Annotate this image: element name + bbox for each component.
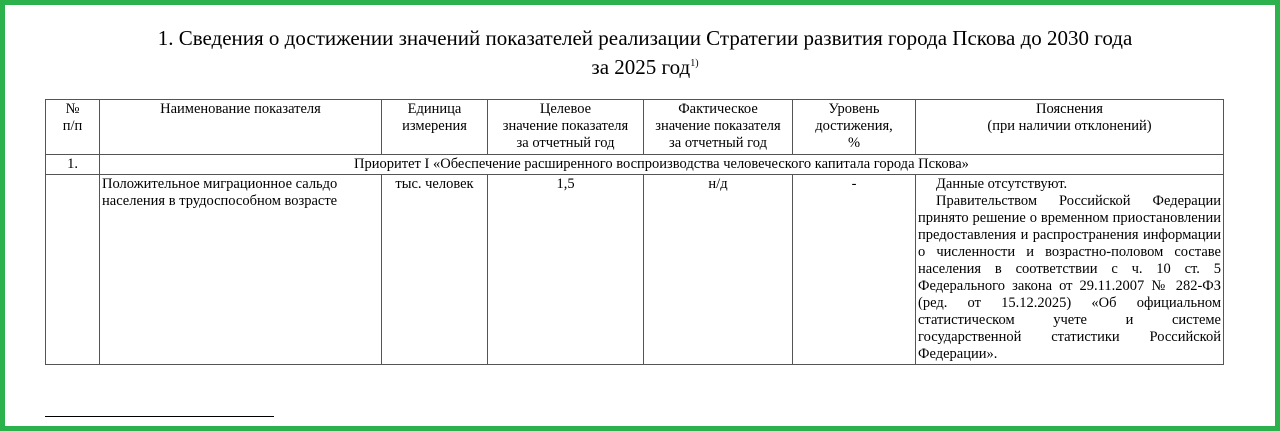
header-name: Наименование показателя [100,100,382,155]
notes-paragraph-2: Правительством Российской Федерации принято решение о временном приостановлении предоставления и распространения информации о численности и возрастно-половом составе населения в соответствии с ч. 10 ст. 5 Федерального закона от 29.11.2007 № 282-ФЗ (ред. от 15.12.2025) «Об официальном статистическом учете и системе государственной статистики Российской Федерации». [918,193,1221,362]
row-num [46,175,100,365]
row-target-value: 1,5 [488,175,644,365]
title-year: за 2025 год [591,55,691,79]
row-actual-value: н/д [644,175,793,365]
notes-paragraph-1: Данные отсутствуют. [936,176,1068,192]
document-title [5,25,1280,80]
header-level: Уровень достижения, % [793,100,916,155]
table-header-row [46,100,1224,155]
row-indicator-name: Положительное миграционное сальдо населения в трудоспособном возрасте [100,175,382,365]
row-notes [916,175,1224,365]
table-row [46,175,1224,365]
priority-title: Приоритет I «Обеспечение расширенного воспроизводства человеческого капитала города Пскова» [100,155,1224,175]
header-actual: Фактическое значение показателя за отчетный год [644,100,793,155]
title-line-2 [5,51,1280,80]
header-unit: Единица измерения [382,100,488,155]
title-line-1: 1. Сведения о достижении значений показателей реализации Стратегии развития города Пскова до 2030 года [157,26,1133,50]
priority-num: 1. [46,155,100,175]
title-footnote-mark: 1) [690,58,699,69]
footnote-separator [45,416,274,417]
row-achievement-level: - [793,175,916,365]
row-unit: тыс. человек [382,175,488,365]
priority-row [46,155,1224,175]
header-num: № п/п [46,100,100,155]
header-notes: Пояснения (при наличии отклонений) [916,100,1224,155]
header-target: Целевое значение показателя за отчетный год [488,100,644,155]
indicators-table [45,99,1224,365]
